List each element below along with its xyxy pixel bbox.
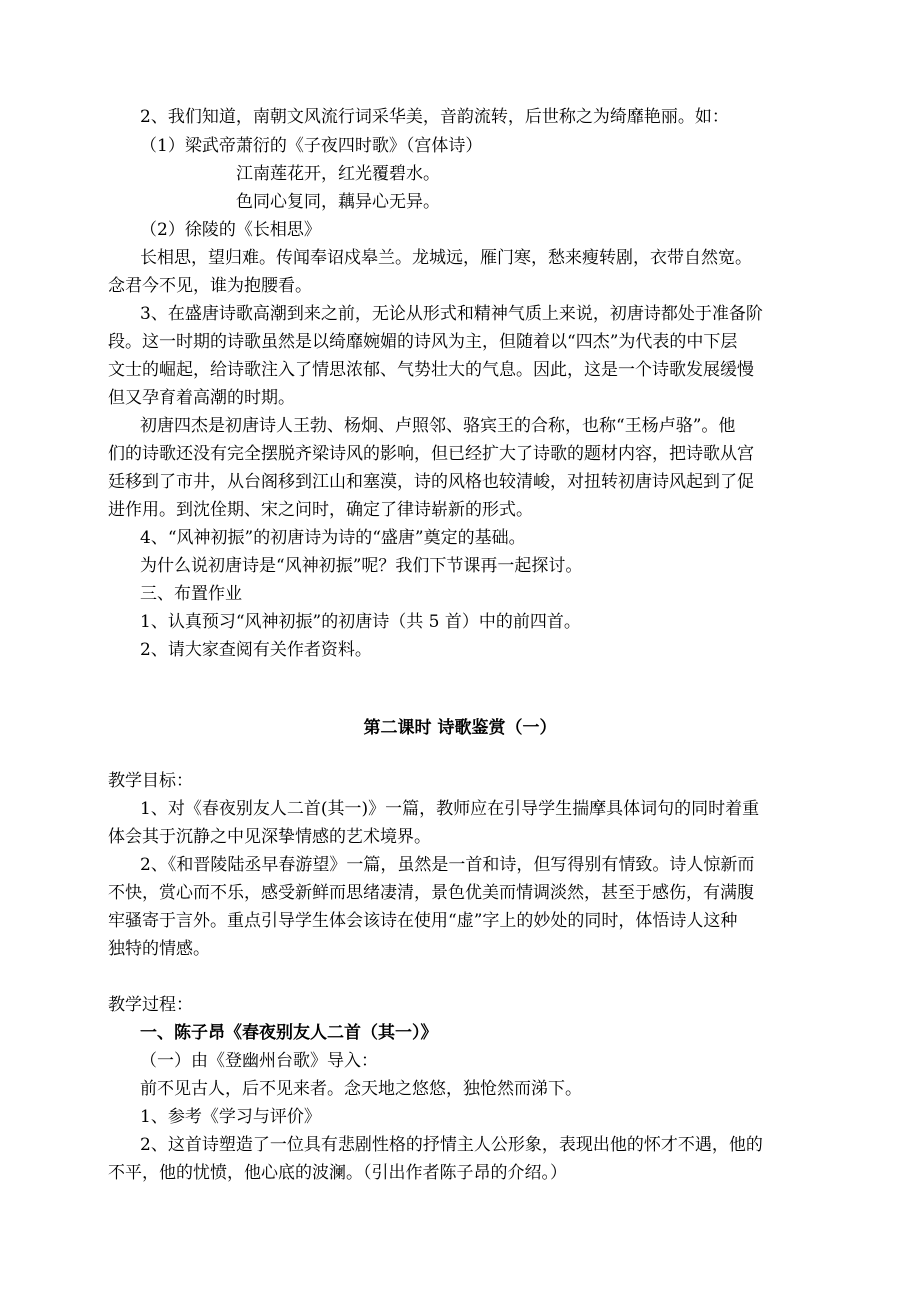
paragraph-line: 牢骚寄于言外。重点引导学生体会该诗在使用“虚”字上的妙处的同时，体悟诗人这种 [108,911,738,931]
paragraph-line: 文士的崛起，给诗歌注入了情思浓郁、气势壮大的气息。因此，这是一个诗歌发展缓慢 [108,360,754,380]
poem-line: 念君今不见，谁为抱腰看。 [108,276,312,296]
list-item: （1）梁武帝萧衍的《子夜四时歌》（宫体诗） [140,136,483,156]
paragraph-line: 不快，赏心而不乐，感受新鲜而思绪凄清，景色优美而情调淡然，甚至于感伤，有满腹 [108,883,754,903]
list-item: 2、《和晋陵陆丞早春游望》一篇，虽然是一首和诗，但写得别有情致。诗人惊新而 [140,855,755,875]
paragraph-line: 2、我们知道，南朝文风流行词采华美，音韵流转，后世称之为绮靡艳丽。如： [140,107,729,127]
paragraph-line: 不平，他的忧愤，他心底的波澜。（引出作者陈子昂的介绍。） [108,1163,567,1183]
poem-line: 色同心复同，藕异心无异。 [236,192,440,212]
section-label: 教学目标： [108,771,193,791]
paragraph-line: 但又孕育着高潮的时期。 [108,388,295,408]
list-item: 2、请大家查阅有关作者资料。 [140,640,372,660]
paragraph-line: 3、在盛唐诗歌高潮到来之前，无论从形式和精神气质上来说，初唐诗都处于准备阶 [140,304,763,324]
list-item: 1、参考《学习与评价》 [140,1107,321,1127]
paragraph-line: 段。这一时期的诗歌虽然是以绮靡婉媚的诗风为主，但随着以“四杰”为代表的中下层 [108,332,738,352]
paragraph-line: 4、“风神初振”的初唐诗为诗的“盛唐”奠定的基础。 [140,528,526,548]
list-item: 1、认真预习“风神初振”的初唐诗（共 5 首）中的前四首。 [140,612,581,632]
paragraph-line: 初唐四杰是初唐诗人王勃、杨炯、卢照邻、骆宾王的合称，也称“王杨卢骆”。他 [140,416,736,436]
paragraph-line: 体会其于沉静之中见深挚情感的艺术境界。 [108,827,431,847]
paragraph-line: 们的诗歌还没有完全摆脱齐梁诗风的影响，但已经扩大了诗歌的题材内容，把诗歌从宫 [108,444,754,464]
poem-line: 长相思，望归难。传闻奉诏戍皋兰。龙城远，雁门寒，愁来瘦转剧，衣带自然宽。 [140,248,752,268]
poem-line: 江南莲花开，红光覆碧水。 [236,164,440,184]
list-item: 1、对《春夜别友人二首(其一)》一篇，教师应在引导学生揣摩具体词句的同时着重 [140,799,760,819]
lesson-heading: 第二课时 诗歌鉴赏（一） [363,718,557,738]
subheading: 一、陈子昂《春夜别友人二首（其一）》 [140,1023,438,1043]
poem-line: 前不见古人，后不见来者。念天地之悠悠，独怆然而涕下。 [140,1079,582,1099]
paragraph-line: 独特的情感。 [108,939,210,959]
section-title: 三、布置作业 [140,584,242,604]
list-item: 2、这首诗塑造了一位具有悲剧性格的抒情主人公形象，表现出他的怀才不遇，他的 [140,1135,763,1155]
paragraph-line: 为什么说初唐诗是“风神初振”呢？我们下节课再一起探讨。 [140,556,583,576]
paragraph-line: 进作用。到沈佺期、宋之问时，确定了律诗崭新的形式。 [108,500,533,520]
section-label: 教学过程： [108,995,193,1015]
list-item: （一）由《登幽州台歌》导入： [140,1051,378,1071]
list-item: （2）徐陵的《长相思》 [140,220,321,240]
paragraph-line: 廷移到了市井，从台阁移到江山和塞漠，诗的风格也较清峻，对扭转初唐诗风起到了促 [108,472,754,492]
